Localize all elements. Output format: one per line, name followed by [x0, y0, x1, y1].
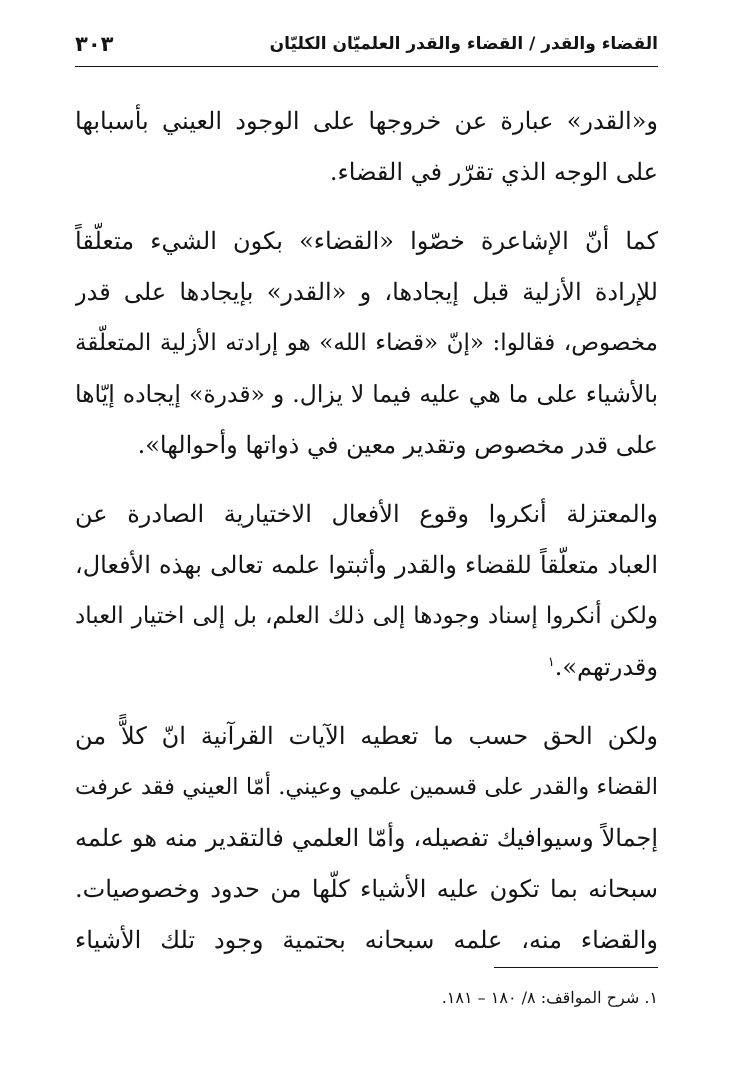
footnote: ١. شرح المواقف: ٨/ ١٨٠ – ١٨١.: [441, 988, 658, 1007]
page-number: ٣٠٣: [75, 32, 114, 56]
page-header: [75, 26, 658, 62]
text-line: القضاء والقدر على قسمين علمي وعيني. أمّا العيني فقد عرفت: [75, 774, 658, 800]
text-line: ولكن أنكروا إسناد وجودها إلى ذلك العلم، بل إلى اختيار العباد: [75, 603, 658, 629]
header-rule: [75, 66, 658, 67]
text-line: وقدرتهم».: [554, 653, 658, 681]
text-line-with-note: [75, 642, 658, 693]
text-line: للإرادة الأزلية قبل إيجادها، و «القدر» بإيجادها على قدر: [75, 278, 658, 306]
text-line: سبحانه بما تكون عليه الأشياء كلّها من حدود وخصوصيات.: [75, 875, 658, 903]
paragraph-1: [75, 96, 658, 198]
text-line: إجمالاً وسيوافيك تفصيله، وأمّا العلمي فالتقدير منه هو علمه: [75, 824, 658, 852]
footnote-rule: [494, 967, 658, 968]
text-line: و«القدر» عبارة عن خروجها على الوجود العيني بأسبابها: [75, 107, 658, 135]
text-line: والمعتزلة أنكروا وقوع الأفعال الاختيارية الصادرة عن: [75, 500, 658, 528]
text-line: ولكن الحق حسب ما تعطيه الآيات القرآنية انّ كلاًّ من: [75, 722, 658, 750]
paragraph-3: [75, 489, 658, 693]
text-line: على الوجه الذي تقرّر في القضاء.: [329, 158, 658, 186]
paragraph-4: [75, 711, 658, 966]
body-text: [75, 96, 658, 966]
text-line: كما أنّ الإشاعرة خصّوا «القضاء» بكون الشيء متعلّقاً: [75, 227, 658, 255]
text-line: على قدر مخصوص وتقدير معين في ذواتها وأحوالها».: [137, 431, 658, 459]
text-line: العباد متعلّقاً للقضاء والقدر وأثبتوا علمه تعالى بهذه الأفعال،: [75, 551, 658, 579]
paragraph-2: [75, 216, 658, 471]
running-title: القضاء والقدر / القضاء والقدر العلميّان الكليّان: [269, 34, 658, 54]
text-line: بالأشياء على ما هي عليه فيما لا يزال. و «قدرة» إيجاده إيّاها: [75, 380, 658, 408]
text-line: والقضاء منه، علمه سبحانه بحتمية وجود تلك الأشياء: [75, 926, 658, 954]
text-line: مخصوص، فقالوا: «إنّ «قضاء الله» هو إرادته الأزلية المتعلّقة: [75, 330, 658, 356]
footnote-reference: ١: [547, 655, 555, 670]
